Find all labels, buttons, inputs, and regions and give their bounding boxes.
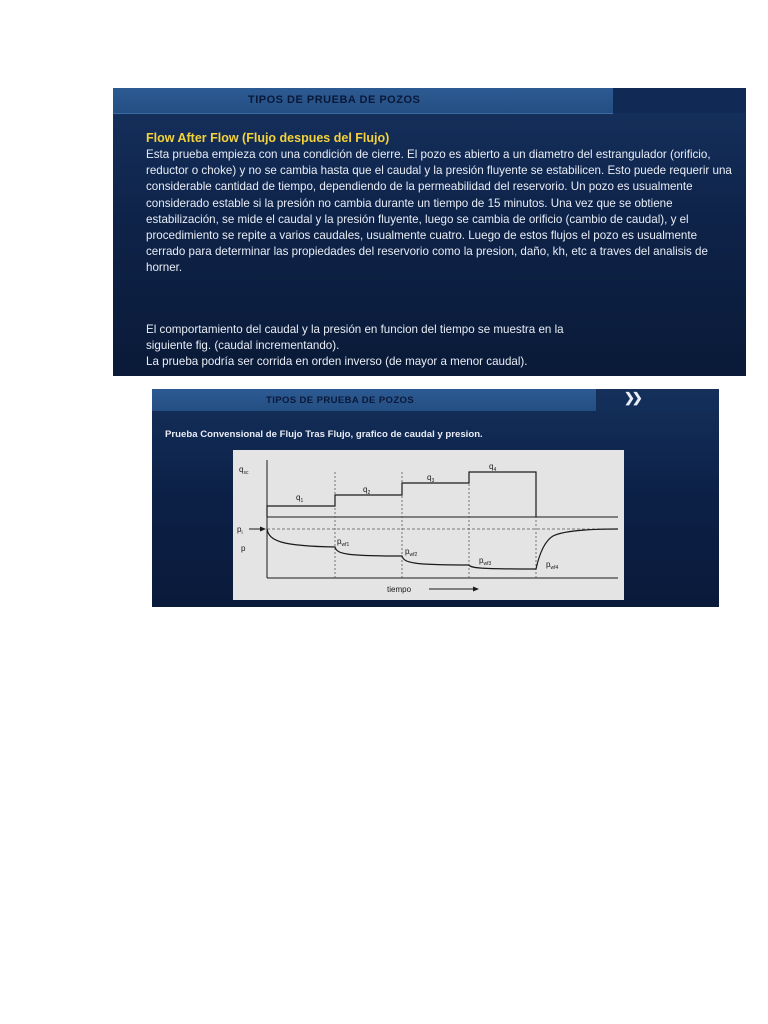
rate-label-2: $q_2$	[363, 485, 371, 496]
rate-label-3: $q_3$	[427, 473, 435, 484]
slide-title: TIPOS DE PRUEBA DE POZOS	[248, 94, 421, 106]
slide-2	[152, 389, 719, 607]
double-chevron-right-icon[interactable]: ❯❯	[624, 390, 640, 405]
rate-label-1: $q_1$	[296, 493, 304, 504]
body-paragraph-2	[146, 322, 741, 371]
body-paragraph: Esta prueba empieza con una condición de cierre. El pozo es abierto a un diametro del estrangulador (orificio, reductor o choke) y no se cambia hasta que el caudal y la presión fluyente se estabilicen. Esto puede requerir una considerable cantidad de tiempo, dependiendo de la permeabilidad del reservorio. Un pozo es usualmente considerado estable si la presión no cambia durante un tiempo de 15 minutos. Una vez que se obtiene estabilización, se mide el caudal y la presión fluyente, luego se cambia de orificio (cambio de caudal), y el procedimiento se repite a varios caudales, usualmente cuatro. Luego de estos flujos el pozo es usualmente cerrado para determinar las propiedades del reservorio como la presion, daño, kh, etc a traves del analisis de horner.	[146, 148, 732, 275]
paragraph-line: El comportamiento del caudal y la presión en funcion del tiempo se muestra en la	[146, 323, 564, 336]
title-bar-right	[613, 88, 746, 113]
paragraph-line: La prueba podría ser corrida en orden inverso (de mayor a menor caudal).	[146, 355, 528, 369]
paragraph-line: siguiente fig. (caudal incrementando).	[146, 339, 340, 353]
pressure-label-1: $p_{wf1}$	[337, 537, 350, 548]
slide-title-bar	[113, 88, 613, 114]
pressure-label-4: $p_{wf4}$	[546, 560, 559, 571]
slide-title: TIPOS DE PRUEBA DE POZOS	[266, 395, 415, 406]
pressure-axis-label: p	[241, 544, 246, 553]
initial-pressure-label: $p_i$	[237, 525, 243, 536]
pressure-label-2: $p_{wf2}$	[405, 547, 418, 558]
section-heading: Flow After Flow (Flujo despues del Flujo)	[146, 131, 390, 145]
slide-1	[113, 88, 746, 376]
figure-caption: Prueba Convensional de Flujo Tras Flujo, grafico de caudal y presion.	[165, 429, 483, 440]
rate-axis-label: $q_{sc}$	[239, 465, 249, 476]
rate-label-4: $q_4$	[489, 462, 497, 473]
pressure-label-3: $p_{wf3}$	[479, 556, 492, 567]
flow-after-flow-chart	[233, 450, 624, 600]
slide-title-bar	[152, 389, 596, 411]
time-axis-label: tiempo	[387, 585, 412, 594]
